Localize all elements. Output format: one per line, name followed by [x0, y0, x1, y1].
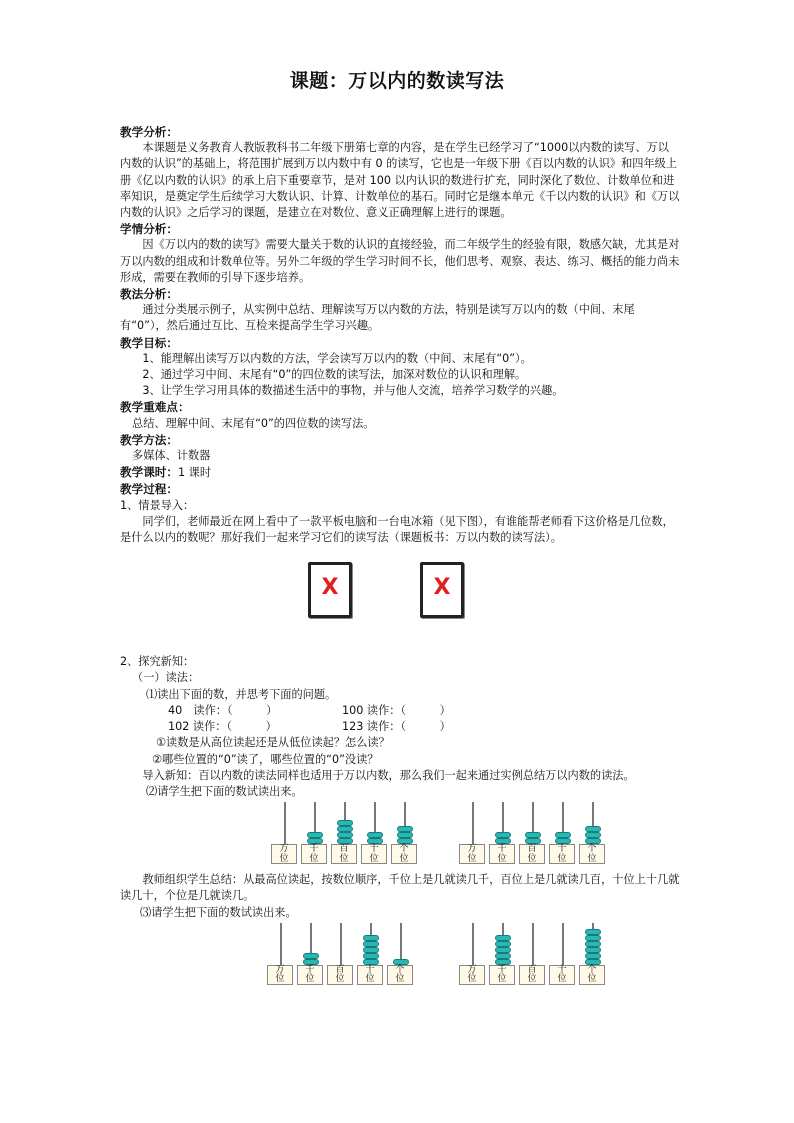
abacus-rod [562, 923, 564, 965]
abacus-bead [585, 953, 601, 959]
abacus-bead [303, 953, 319, 959]
abacus-beads [390, 826, 420, 844]
intro-text: 导入新知：百以内数的读法同样也适用于万以内数，那么我们一起来通过实例总结万以内数的读法。 [142, 768, 635, 782]
abacus [458, 800, 608, 866]
place-label [301, 844, 327, 864]
question-item: ②哪些位置的“0”读了，哪些位置的“0”没读？ [152, 752, 379, 766]
abacus-bead [495, 941, 511, 947]
place-label [519, 844, 545, 864]
place-label-top: 百 [527, 964, 537, 975]
place-label-top: 万 [275, 964, 285, 975]
abacus-bead [495, 953, 511, 959]
abacus-bead [585, 947, 601, 953]
place-label-top: 个 [587, 844, 597, 855]
abacus-rod [472, 802, 474, 844]
abacus-column [548, 921, 578, 987]
abacus-bead [363, 935, 379, 941]
place-label-top: 十 [369, 844, 379, 855]
place-label-bottom: 位 [279, 853, 289, 864]
place-label-bottom: 位 [587, 974, 597, 985]
place-label-top: 个 [399, 844, 409, 855]
number-item: 40 读作：（ ） [168, 703, 278, 717]
number-item: 102 读作：（ ） [168, 720, 277, 734]
abacus-column [518, 921, 548, 987]
place-label [549, 965, 575, 985]
place-label-top: 个 [395, 964, 405, 975]
place-label-top: 千 [497, 844, 507, 855]
method-analysis-text: 通过分类展示例子，从实例中总结、理解读写万以内数的方法，特别是读写万以内的数（中间、末尾有“0”），然后通过互比、互检来提高学生学习兴趣。 [120, 303, 635, 333]
place-label-bottom: 位 [527, 974, 537, 985]
place-label [519, 965, 545, 985]
abacus-column [548, 800, 578, 866]
place-label-bottom: 位 [467, 974, 477, 985]
place-label [459, 844, 485, 864]
abacus-beads [356, 935, 386, 965]
place-label [579, 844, 605, 864]
place-label-top: 万 [467, 844, 477, 855]
step2-sub: （一）读法： [132, 671, 200, 685]
place-label-top: 百 [339, 844, 349, 855]
place-label-bottom: 位 [497, 974, 507, 985]
heading-teaching-analysis: 教学分析： [120, 125, 178, 139]
number-row [120, 703, 680, 719]
place-label [549, 844, 575, 864]
abacus-column [300, 800, 330, 866]
number-row [120, 719, 680, 735]
abacus [266, 921, 416, 987]
place-label-top: 百 [335, 964, 345, 975]
heading-teaching-method: 教学方法： [120, 432, 178, 447]
place-label [459, 965, 485, 985]
abacus-bead [585, 941, 601, 947]
place-label-bottom: 位 [527, 853, 537, 864]
abacus-rod [532, 923, 534, 965]
place-label [489, 844, 515, 864]
broken-image-icon [308, 562, 352, 618]
number-item: 123 读作：（ ） [342, 720, 451, 734]
place-label-bottom: 位 [467, 853, 477, 864]
document-body [120, 124, 680, 987]
place-label-bottom: 位 [365, 974, 375, 985]
place-label-bottom: 位 [275, 974, 285, 985]
abacus-beads [578, 929, 608, 965]
heading-teaching-goals: 教学目标： [120, 335, 178, 350]
abacus-bead [363, 941, 379, 947]
place-label-top: 万 [467, 964, 477, 975]
step1-text: 同学们，老师最近在网上看中了一款平板电脑和一台电冰箱（见下图），有谁能帮老师看下这价格是几位数，是什么以内的数呢？那好我们一起来学习它们的读写法（课题板书：万以内数的读写法）。 [120, 514, 674, 545]
heading-teaching-hours: 教学课时： [120, 465, 178, 480]
place-label [391, 844, 417, 864]
place-label-bottom: 位 [497, 853, 507, 864]
student-analysis-text: 因《万以内的数的读写》需要大量关于数的认识的直接经验，而二年级学生的经验有限，数感欠缺，尤其是对万以内数的组成和计数单位等。另外二年级的学生学习时间不长，他们思考、观察、表达、练习、概括的能力尚未形成，需要在教师的引导下逐步培养。 [120, 238, 680, 284]
red-x-icon: X [433, 575, 451, 601]
place-label-top: 十 [557, 964, 567, 975]
teaching-hours-line [120, 464, 680, 481]
abacus-rod [284, 802, 286, 844]
place-label [489, 965, 515, 985]
abacus-column [578, 921, 608, 987]
abacus [458, 921, 608, 987]
abacus-row-2 [148, 921, 680, 987]
abacus-column [386, 921, 416, 987]
place-label-top: 万 [279, 844, 289, 855]
place-label [327, 965, 353, 985]
abacus-column [330, 800, 360, 866]
abacus-beads [360, 832, 390, 844]
page-title: 课题：万以内的数读写法 [289, 70, 505, 92]
red-x-icon: X [321, 575, 339, 601]
teaching-hours-text: 1 课时 [177, 466, 212, 480]
heading-key-points: 教学重难点： [120, 400, 190, 415]
broken-image-icon [420, 562, 464, 618]
place-label-bottom: 位 [399, 853, 409, 864]
place-label [361, 844, 387, 864]
abacus-rod [280, 923, 282, 965]
place-label [297, 965, 323, 985]
abacus-rod [472, 923, 474, 965]
abacus-beads [488, 832, 518, 844]
number-item: 100 读作：（ ） [342, 703, 451, 717]
place-label [357, 965, 383, 985]
abacus-column [326, 921, 356, 987]
place-label-bottom: 位 [339, 853, 349, 864]
place-label [331, 844, 357, 864]
abacus-column [488, 921, 518, 987]
abacus-bead [585, 935, 601, 941]
abacus-beads [548, 832, 578, 844]
missing-images-row [120, 546, 680, 654]
place-label [579, 965, 605, 985]
place-label-top: 个 [587, 964, 597, 975]
teaching-method-text: 多媒体、计数器 [132, 449, 211, 463]
abacus-column [458, 800, 488, 866]
abacus-column [266, 921, 296, 987]
goal-item: 3、让学生学习用具体的数描述生活中的事物，并与他人交流，培养学习数学的兴趣。 [142, 384, 564, 398]
abacus-column [488, 800, 518, 866]
place-label-bottom: 位 [369, 853, 379, 864]
place-label-top: 百 [527, 844, 537, 855]
abacus-beads [296, 953, 326, 965]
heading-student-analysis: 学情分析： [120, 222, 178, 237]
place-label [267, 965, 293, 985]
place-label-bottom: 位 [587, 853, 597, 864]
abacus-beads [300, 832, 330, 844]
abacus-column [518, 800, 548, 866]
place-label-top: 千 [305, 964, 315, 975]
place-label-top: 十 [557, 844, 567, 855]
abacus-rod [340, 923, 342, 965]
abacus-beads [578, 826, 608, 844]
abacus-column [360, 800, 390, 866]
step1-title: 1、情景导入： [120, 498, 195, 512]
place-label-bottom: 位 [395, 974, 405, 985]
abacus-column [458, 921, 488, 987]
question-item: ①读数是从高位读起还是从低位读起？怎么读？ [156, 736, 390, 750]
abacus-bead [495, 947, 511, 953]
step2-q2: ⑵请学生把下面的数试读出来。 [146, 784, 303, 798]
abacus-bead [363, 953, 379, 959]
step2-q3: ⑶请学生把下面的数试读出来。 [140, 905, 297, 919]
place-label-bottom: 位 [309, 853, 319, 864]
abacus-column [578, 800, 608, 866]
goal-item: 2、通过学习中间、末尾有“0”的四位数的读写法，加深对数位的认识和理解。 [142, 368, 527, 382]
abacus-beads [488, 935, 518, 965]
abacus-column [296, 921, 326, 987]
abacus-column [390, 800, 420, 866]
abacus-bead [363, 947, 379, 953]
place-label [387, 965, 413, 985]
step2-q1: ⑴读出下面的数，并思考下面的问题。 [146, 687, 337, 701]
abacus-bead [495, 935, 511, 941]
heading-teaching-process: 教学过程： [120, 482, 178, 497]
step2-title: 2、探究新知： [120, 655, 195, 669]
teaching-analysis-text: 本课题是义务教育人教版教科书二年级下册第七章的内容，是在学生已经学习了“1000以内数的读写、万以内数的认识”的基础上，将范围扩展到万以内数中有 0 的读写，它也是一年级下册《百以内数的认识》和四年级上册《亿以内数的认识》的承上启下重要章节，是对 100 以内认识的数进行扩充，同时深化了数位、计数单位和进率知识，是奠定学生后续学习大数认识、计算、计数单位的基石。同时它是继本单元《千以内数的认识》和《万以内数的认识》之后学习的课题，是建立在对数位、意义正确理解上进行的课题。 [120, 141, 680, 220]
place-label [271, 844, 297, 864]
abacus-row-1 [148, 800, 680, 866]
place-label-top: 十 [365, 964, 375, 975]
goal-item: 1、能理解出读写万以内数的方法，学会读写万以内的数（中间、末尾有“0”）。 [142, 351, 532, 365]
abacus-bead [585, 929, 601, 935]
place-label-bottom: 位 [335, 974, 345, 985]
place-label-top: 千 [309, 844, 319, 855]
key-points-text: 总结、理解中间、末尾有“0”的四位数的读写法。 [132, 416, 375, 430]
place-label-bottom: 位 [557, 974, 567, 985]
abacus [270, 800, 420, 866]
summary-text: 教师组织学生总结：从最高位读起，按数位顺序，千位上是几就读几千，百位上是几就读几百，十位上十几就读几十，个位是几就读几。 [120, 873, 680, 903]
abacus-column [270, 800, 300, 866]
place-label-bottom: 位 [305, 974, 315, 985]
abacus-beads [330, 820, 360, 844]
heading-method-analysis: 教法分析： [120, 287, 178, 302]
abacus-beads [518, 832, 548, 844]
place-label-top: 千 [497, 964, 507, 975]
abacus-column [356, 921, 386, 987]
place-label-bottom: 位 [557, 853, 567, 864]
